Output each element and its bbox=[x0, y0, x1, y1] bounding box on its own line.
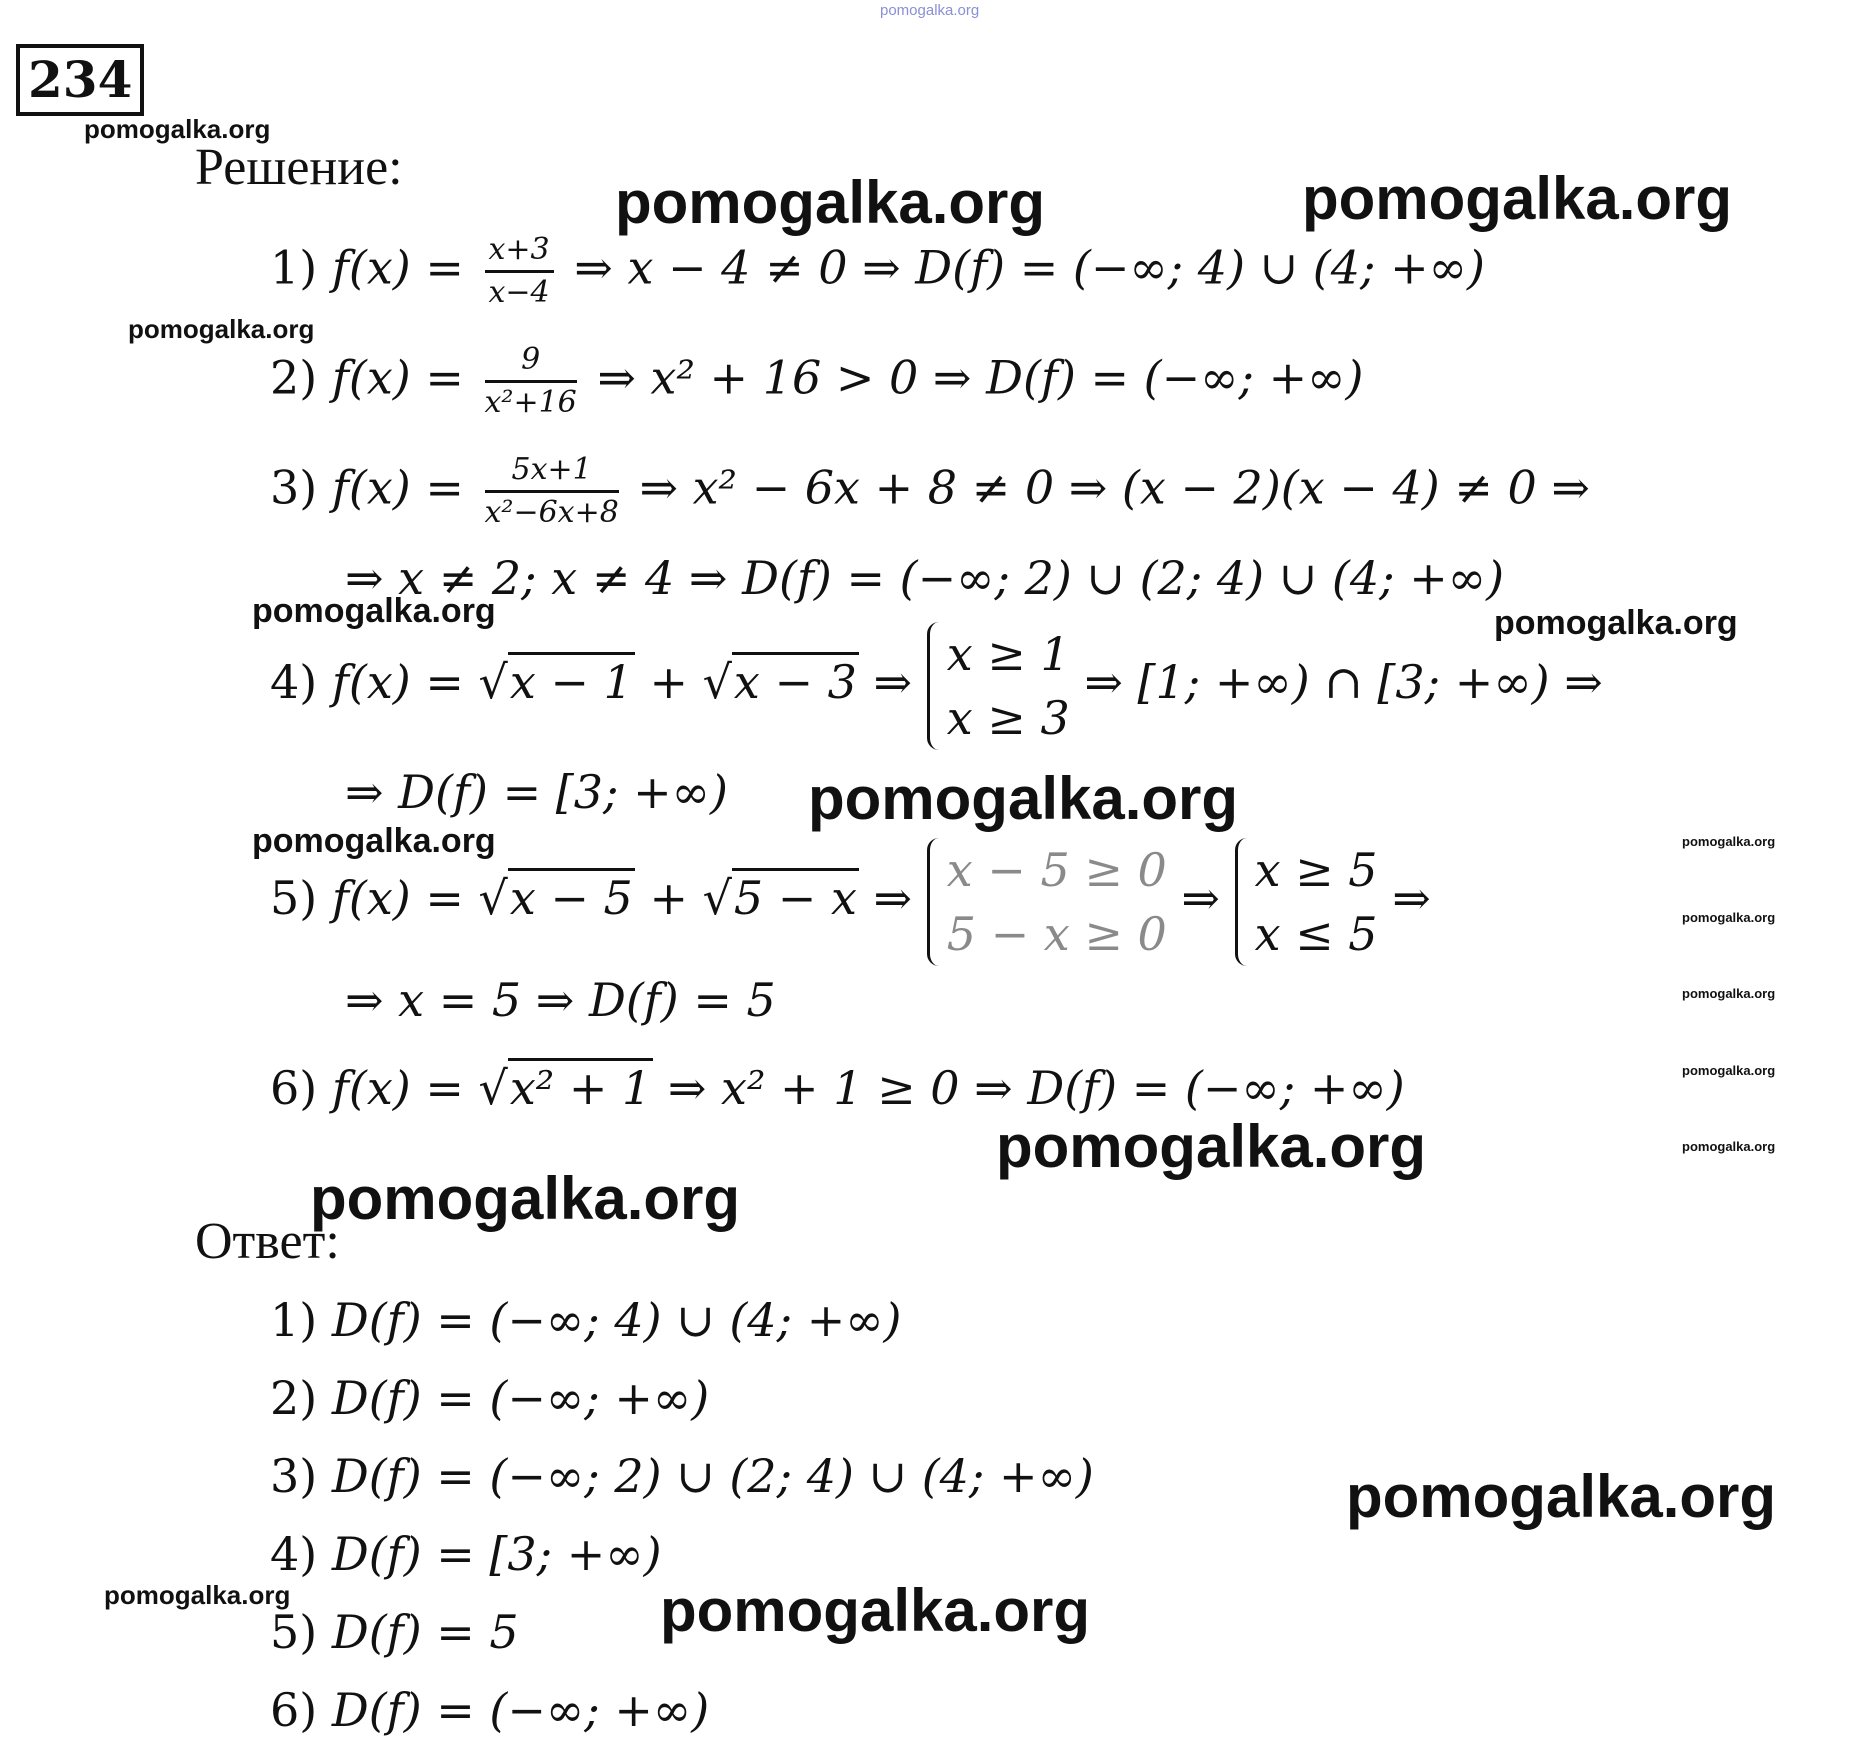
radicand: x² + 1 bbox=[508, 1058, 653, 1115]
system-row: x ≥ 3 bbox=[946, 691, 1070, 745]
denominator: x−4 bbox=[488, 275, 550, 310]
answer-item-3 bbox=[270, 1446, 1094, 1506]
watermark: pomogalka.org bbox=[1346, 1463, 1777, 1530]
plus-sign: + bbox=[649, 655, 688, 709]
denominator: x²−6x+8 bbox=[484, 495, 619, 530]
system-row: x ≥ 5 bbox=[1254, 843, 1378, 897]
function-def: f(x) = bbox=[331, 1061, 464, 1115]
answer-label: 4) bbox=[270, 1527, 318, 1581]
answer-label: 6) bbox=[270, 1683, 318, 1737]
solution-step-6 bbox=[270, 1058, 1405, 1118]
denominator: x²+16 bbox=[484, 385, 577, 420]
watermark: pomogalka.org bbox=[252, 592, 496, 630]
watermark: pomogalka.org bbox=[104, 1580, 291, 1610]
watermark: pomogalka.org bbox=[1682, 1063, 1776, 1078]
step-label: 6) bbox=[270, 1061, 318, 1115]
implies-arrow: ⇒ bbox=[1181, 871, 1220, 925]
problem-number: 234 bbox=[16, 44, 144, 116]
numerator: 9 bbox=[485, 342, 577, 383]
answer-label: 3) bbox=[270, 1449, 318, 1503]
answer-item-4 bbox=[270, 1524, 662, 1584]
fraction bbox=[485, 232, 554, 311]
solution-step-4 bbox=[270, 622, 1603, 750]
implies-arrow: ⇒ bbox=[873, 655, 913, 709]
watermark: pomogalka.org bbox=[128, 314, 315, 344]
square-root: √x − 5 bbox=[479, 868, 635, 925]
answer-text: D(f) = [3; +∞) bbox=[331, 1527, 662, 1581]
watermark: pomogalka.org bbox=[1682, 834, 1776, 849]
answer-text: D(f) = 5 bbox=[331, 1605, 519, 1659]
brace-icon bbox=[1235, 838, 1254, 966]
inequality-system bbox=[927, 622, 1070, 750]
square-root: √5 − x bbox=[703, 868, 859, 925]
answer-label: 5) bbox=[270, 1605, 318, 1659]
watermark: pomogalka.org bbox=[1494, 604, 1738, 642]
step-label: 1) bbox=[270, 240, 318, 295]
answer-text: D(f) = (−∞; +∞) bbox=[331, 1371, 710, 1425]
brace-icon bbox=[927, 622, 946, 750]
step-label: 2) bbox=[270, 350, 318, 405]
answer-item-5 bbox=[270, 1602, 519, 1662]
square-root: √x − 1 bbox=[479, 652, 635, 709]
derivation: ⇒ [1; +∞) ∩ [3; +∞) ⇒ bbox=[1084, 655, 1603, 709]
derivation: ⇒ x² + 1 ≥ 0 ⇒ D(f) = (−∞; +∞) bbox=[667, 1061, 1405, 1115]
fraction bbox=[485, 342, 577, 421]
solution-step-1 bbox=[270, 232, 1485, 311]
implies-arrow: ⇒ bbox=[1392, 871, 1431, 925]
radicand: 5 − x bbox=[732, 868, 859, 925]
fraction bbox=[485, 452, 619, 531]
watermark: pomogalka.org bbox=[1682, 986, 1776, 1001]
derivation: ⇒ x² + 16 > 0 ⇒ D(f) = (−∞; +∞) bbox=[597, 350, 1364, 405]
watermark: pomogalka.org bbox=[1302, 165, 1733, 232]
step-label: 3) bbox=[270, 460, 318, 515]
function-def: f(x) = bbox=[331, 871, 464, 925]
system-row: x ≥ 1 bbox=[946, 627, 1070, 681]
plus-sign: + bbox=[649, 871, 688, 925]
answer-item-1 bbox=[270, 1290, 902, 1350]
watermark: pomogalka.org bbox=[310, 1165, 741, 1232]
function-def: f(x) = bbox=[331, 655, 464, 709]
solution-heading: Решение: bbox=[195, 139, 403, 196]
answer-text: D(f) = (−∞; 2) ∪ (2; 4) ∪ (4; +∞) bbox=[331, 1449, 1094, 1503]
answer-item-6 bbox=[270, 1680, 709, 1740]
watermark: pomogalka.org bbox=[252, 822, 496, 860]
solution-step-2 bbox=[270, 342, 1363, 421]
radicand: x − 1 bbox=[508, 652, 635, 709]
system-row: x ≤ 5 bbox=[1254, 907, 1378, 961]
answer-label: 2) bbox=[270, 1371, 318, 1425]
watermark: pomogalka.org bbox=[615, 169, 1046, 236]
answer-text: D(f) = (−∞; 4) ∪ (4; +∞) bbox=[331, 1293, 902, 1347]
watermark: pomogalka.org bbox=[996, 1113, 1427, 1180]
radicand: x − 5 bbox=[508, 868, 635, 925]
watermark: pomogalka.org bbox=[808, 765, 1239, 832]
solution-step-3-continuation: ⇒ x ≠ 2; x ≠ 4 ⇒ D(f) = (−∞; 2) ∪ (2; 4) ∪ (4; +∞) bbox=[345, 551, 1505, 605]
system-row: 5 − x ≥ 0 bbox=[946, 907, 1167, 961]
solution-step-5-continuation: ⇒ x = 5 ⇒ D(f) = 5 bbox=[345, 973, 776, 1027]
watermark: pomogalka.org bbox=[1682, 1139, 1776, 1154]
answer-heading: Ответ: bbox=[195, 1213, 340, 1270]
function-def: f(x) = bbox=[331, 350, 464, 405]
watermark-top: pomogalka.org bbox=[880, 2, 980, 19]
numerator: x+3 bbox=[485, 232, 554, 273]
function-def: f(x) = bbox=[331, 460, 464, 515]
watermark: pomogalka.org bbox=[660, 1577, 1091, 1644]
square-root: √x − 3 bbox=[703, 652, 859, 709]
system-row: x − 5 ≥ 0 bbox=[946, 843, 1167, 897]
brace-icon bbox=[927, 838, 946, 966]
square-root: √x² + 1 bbox=[479, 1058, 654, 1115]
answer-item-2 bbox=[270, 1368, 709, 1428]
watermark: pomogalka.org bbox=[84, 114, 271, 144]
step-label: 5) bbox=[270, 871, 318, 925]
radicand: x − 3 bbox=[732, 652, 859, 709]
derivation: ⇒ x² − 6x + 8 ≠ 0 ⇒ (x − 2)(x − 4) ≠ 0 ⇒ bbox=[639, 460, 1590, 515]
solution-step-3 bbox=[270, 452, 1590, 531]
inequality-system bbox=[1235, 838, 1378, 966]
watermark: pomogalka.org bbox=[1682, 910, 1776, 925]
answer-label: 1) bbox=[270, 1293, 318, 1347]
solution-step-4-continuation: ⇒ D(f) = [3; +∞) bbox=[345, 765, 728, 819]
answer-text: D(f) = (−∞; +∞) bbox=[331, 1683, 710, 1737]
numerator: 5x+1 bbox=[485, 452, 619, 493]
implies-arrow: ⇒ bbox=[873, 871, 913, 925]
inequality-system bbox=[927, 838, 1167, 966]
function-def: f(x) = bbox=[331, 240, 464, 295]
step-label: 4) bbox=[270, 655, 318, 709]
derivation: ⇒ x − 4 ≠ 0 ⇒ D(f) = (−∞; 4) ∪ (4; +∞) bbox=[574, 240, 1485, 295]
